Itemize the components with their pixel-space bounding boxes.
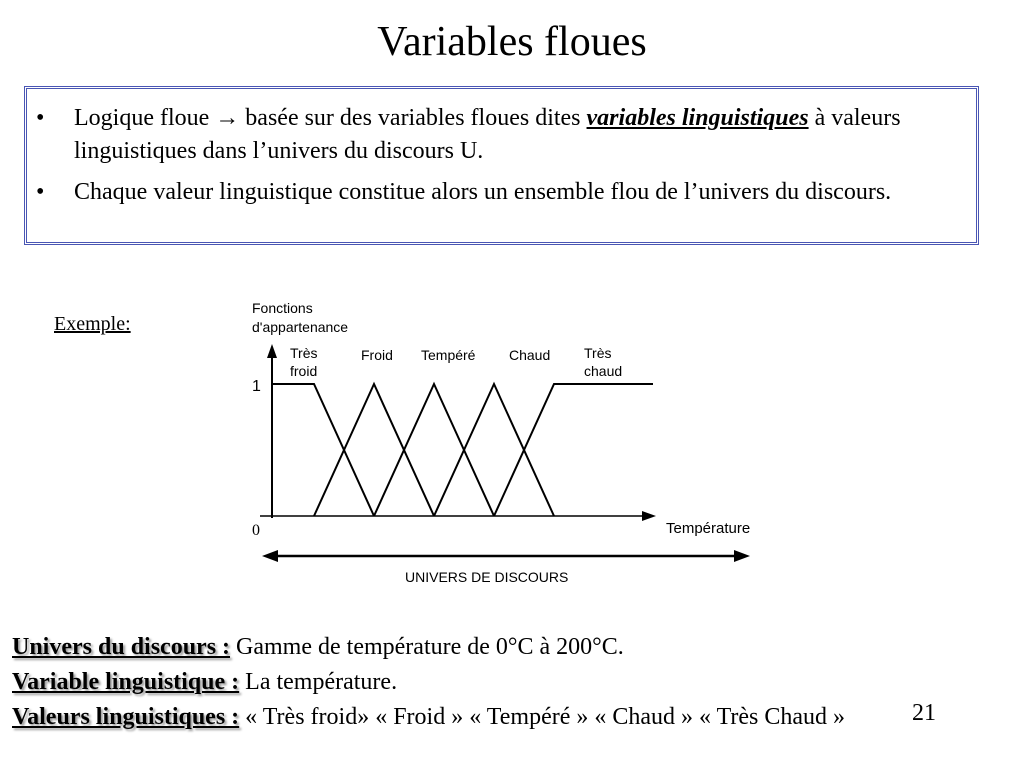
definition-row	[12, 665, 1012, 700]
set-label-froid: Froid	[361, 347, 393, 363]
definition-row	[12, 630, 1012, 665]
definition-text: Gamme de température de 0°C à 200°C.	[230, 634, 624, 660]
slide-title: Variables floues	[377, 19, 647, 65]
bullet-list	[32, 102, 972, 217]
bullet-text: Chaque valeur linguistique constitue alors un ensemble flou de l’univers du discours.	[74, 179, 892, 205]
series-layer	[272, 384, 653, 516]
x-axis-arrow	[642, 511, 656, 521]
bullet-item	[32, 102, 972, 168]
bullet-text: Logique floue → basée sur des variables floues dites	[74, 105, 587, 131]
y-axis-arrow	[267, 344, 277, 358]
definition-text: La température.	[239, 669, 398, 695]
set-label-tres-froid-1: Très	[290, 345, 318, 361]
bullet-item	[32, 176, 972, 209]
set-label-tres-froid-2: froid	[290, 363, 318, 379]
definition-label: Variable linguistique :	[12, 669, 240, 695]
bullet-text-end: à valeurs linguistiques dans l’univers du discours U.	[74, 105, 901, 164]
bullet-keyword: variables linguistiques	[586, 105, 809, 131]
set-label-tempere: Tempéré	[421, 347, 476, 363]
slide-number: 21	[912, 700, 936, 726]
definition-text: « Très froid» « Froid » « Tempéré » « Chaud » « Très Chaud »	[239, 704, 846, 730]
y-tick-zero: 0	[252, 522, 260, 539]
bullet-dot: •	[36, 105, 45, 131]
set-label-chaud: Chaud	[509, 347, 551, 363]
set-label-tres-chaud-1: Très	[584, 345, 612, 361]
universe-arrow-left	[262, 550, 278, 562]
definition-label: Valeurs linguistiques :	[12, 704, 240, 730]
universe-arrow-right	[734, 550, 750, 562]
membership-series-3	[434, 384, 554, 516]
membership-series-1	[314, 384, 434, 516]
definition-label: Univers du discours :	[12, 634, 231, 660]
set-label-tres-chaud-2: chaud	[584, 363, 623, 379]
membership-function-chart	[230, 290, 790, 590]
membership-series-2	[374, 384, 494, 516]
definition-row	[12, 700, 1012, 735]
universe-label: UNIVERS DE DISCOURS	[405, 569, 569, 585]
x-axis-label: Température	[666, 520, 751, 537]
y-axis-label-line2: d'appartenance	[252, 319, 349, 335]
bullet-dot: •	[36, 179, 45, 205]
y-axis-label-line1: Fonctions	[252, 300, 313, 316]
membership-series-4	[494, 384, 653, 516]
definitions	[12, 630, 1012, 735]
example-label: Exemple:	[54, 313, 131, 335]
y-tick-one: 1	[252, 378, 261, 395]
